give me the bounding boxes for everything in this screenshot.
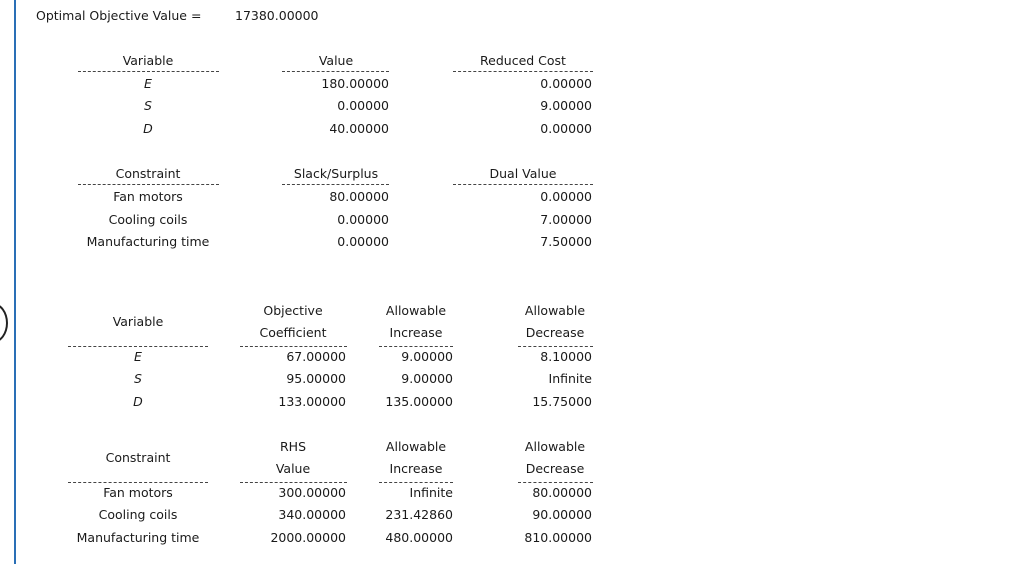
allowable-increase: 480.00000 <box>385 530 453 545</box>
variable-value: 180.00000 <box>321 76 389 91</box>
header-value: Value <box>318 53 354 68</box>
variable-value: 0.00000 <box>337 98 389 113</box>
header-divider <box>240 482 347 483</box>
header-divider <box>518 346 593 347</box>
rhs-value: 2000.00000 <box>270 530 346 545</box>
slack-value: 0.00000 <box>337 234 389 249</box>
rhs-value: 340.00000 <box>278 507 346 522</box>
variable-name: E <box>144 76 152 91</box>
header-divider <box>453 71 593 72</box>
header-divider <box>68 346 208 347</box>
constraint-name: Cooling coils <box>98 507 178 522</box>
header-divider <box>240 346 347 347</box>
slack-value: 0.00000 <box>337 212 389 227</box>
allowable-increase: Infinite <box>409 485 453 500</box>
header-divider <box>78 71 219 72</box>
variable-name: E <box>134 349 142 364</box>
header-allowable: Allowable <box>524 439 586 454</box>
header-value: Value <box>275 461 311 476</box>
header-divider <box>282 184 389 185</box>
header-divider <box>518 482 593 483</box>
reduced-cost: 9.00000 <box>540 98 592 113</box>
header-constraint: Constraint <box>105 450 171 465</box>
allowable-increase: 135.00000 <box>385 394 453 409</box>
variable-name: S <box>134 371 142 386</box>
header-constraint: Constraint <box>115 166 181 181</box>
header-variable: Variable <box>112 314 164 329</box>
variable-value: 40.00000 <box>329 121 389 136</box>
allowable-decrease: 810.00000 <box>524 530 592 545</box>
reduced-cost: 0.00000 <box>540 121 592 136</box>
allowable-decrease: Infinite <box>548 371 592 386</box>
left-border-line <box>14 0 16 564</box>
header-increase: Increase <box>389 461 443 476</box>
constraint-name: Fan motors <box>103 485 173 500</box>
allowable-increase: 9.00000 <box>401 349 453 364</box>
slack-value: 80.00000 <box>329 189 389 204</box>
header-rhs: RHS <box>279 439 307 454</box>
header-allowable: Allowable <box>385 303 447 318</box>
objective-coefficient: 67.00000 <box>286 349 346 364</box>
header-divider <box>379 482 453 483</box>
objective-coefficient: 95.00000 <box>286 371 346 386</box>
dual-value: 7.50000 <box>540 234 592 249</box>
header-coefficient: Coefficient <box>259 325 327 340</box>
constraint-name: Fan motors <box>113 189 183 204</box>
header-allowable: Allowable <box>524 303 586 318</box>
allowable-decrease: 8.10000 <box>540 349 592 364</box>
header-divider <box>282 71 389 72</box>
variable-name: D <box>143 121 153 136</box>
header-divider <box>68 482 208 483</box>
partial-circle-icon <box>0 303 8 343</box>
header-divider <box>453 184 593 185</box>
objective-label: Optimal Objective Value = <box>36 8 202 23</box>
dual-value: 0.00000 <box>540 189 592 204</box>
allowable-decrease: 80.00000 <box>532 485 592 500</box>
header-reduced-cost: Reduced Cost <box>480 53 566 68</box>
header-dual-value: Dual Value <box>489 166 557 181</box>
header-increase: Increase <box>389 325 443 340</box>
variable-name: S <box>144 98 152 113</box>
constraint-name: Manufacturing time <box>86 234 210 249</box>
allowable-increase: 9.00000 <box>401 371 453 386</box>
header-divider <box>379 346 453 347</box>
constraint-name: Manufacturing time <box>76 530 200 545</box>
header-decrease: Decrease <box>525 461 585 476</box>
constraint-name: Cooling coils <box>108 212 188 227</box>
header-variable: Variable <box>122 53 174 68</box>
header-slack-surplus: Slack/Surplus <box>293 166 379 181</box>
header-decrease: Decrease <box>525 325 585 340</box>
objective-coefficient: 133.00000 <box>278 394 346 409</box>
reduced-cost: 0.00000 <box>540 76 592 91</box>
header-allowable: Allowable <box>385 439 447 454</box>
allowable-decrease: 90.00000 <box>532 507 592 522</box>
allowable-increase: 231.42860 <box>385 507 453 522</box>
header-divider <box>78 184 219 185</box>
allowable-decrease: 15.75000 <box>532 394 592 409</box>
objective-value: 17380.00000 <box>235 8 319 23</box>
rhs-value: 300.00000 <box>278 485 346 500</box>
header-objective: Objective <box>263 303 323 318</box>
dual-value: 7.00000 <box>540 212 592 227</box>
variable-name: D <box>133 394 143 409</box>
